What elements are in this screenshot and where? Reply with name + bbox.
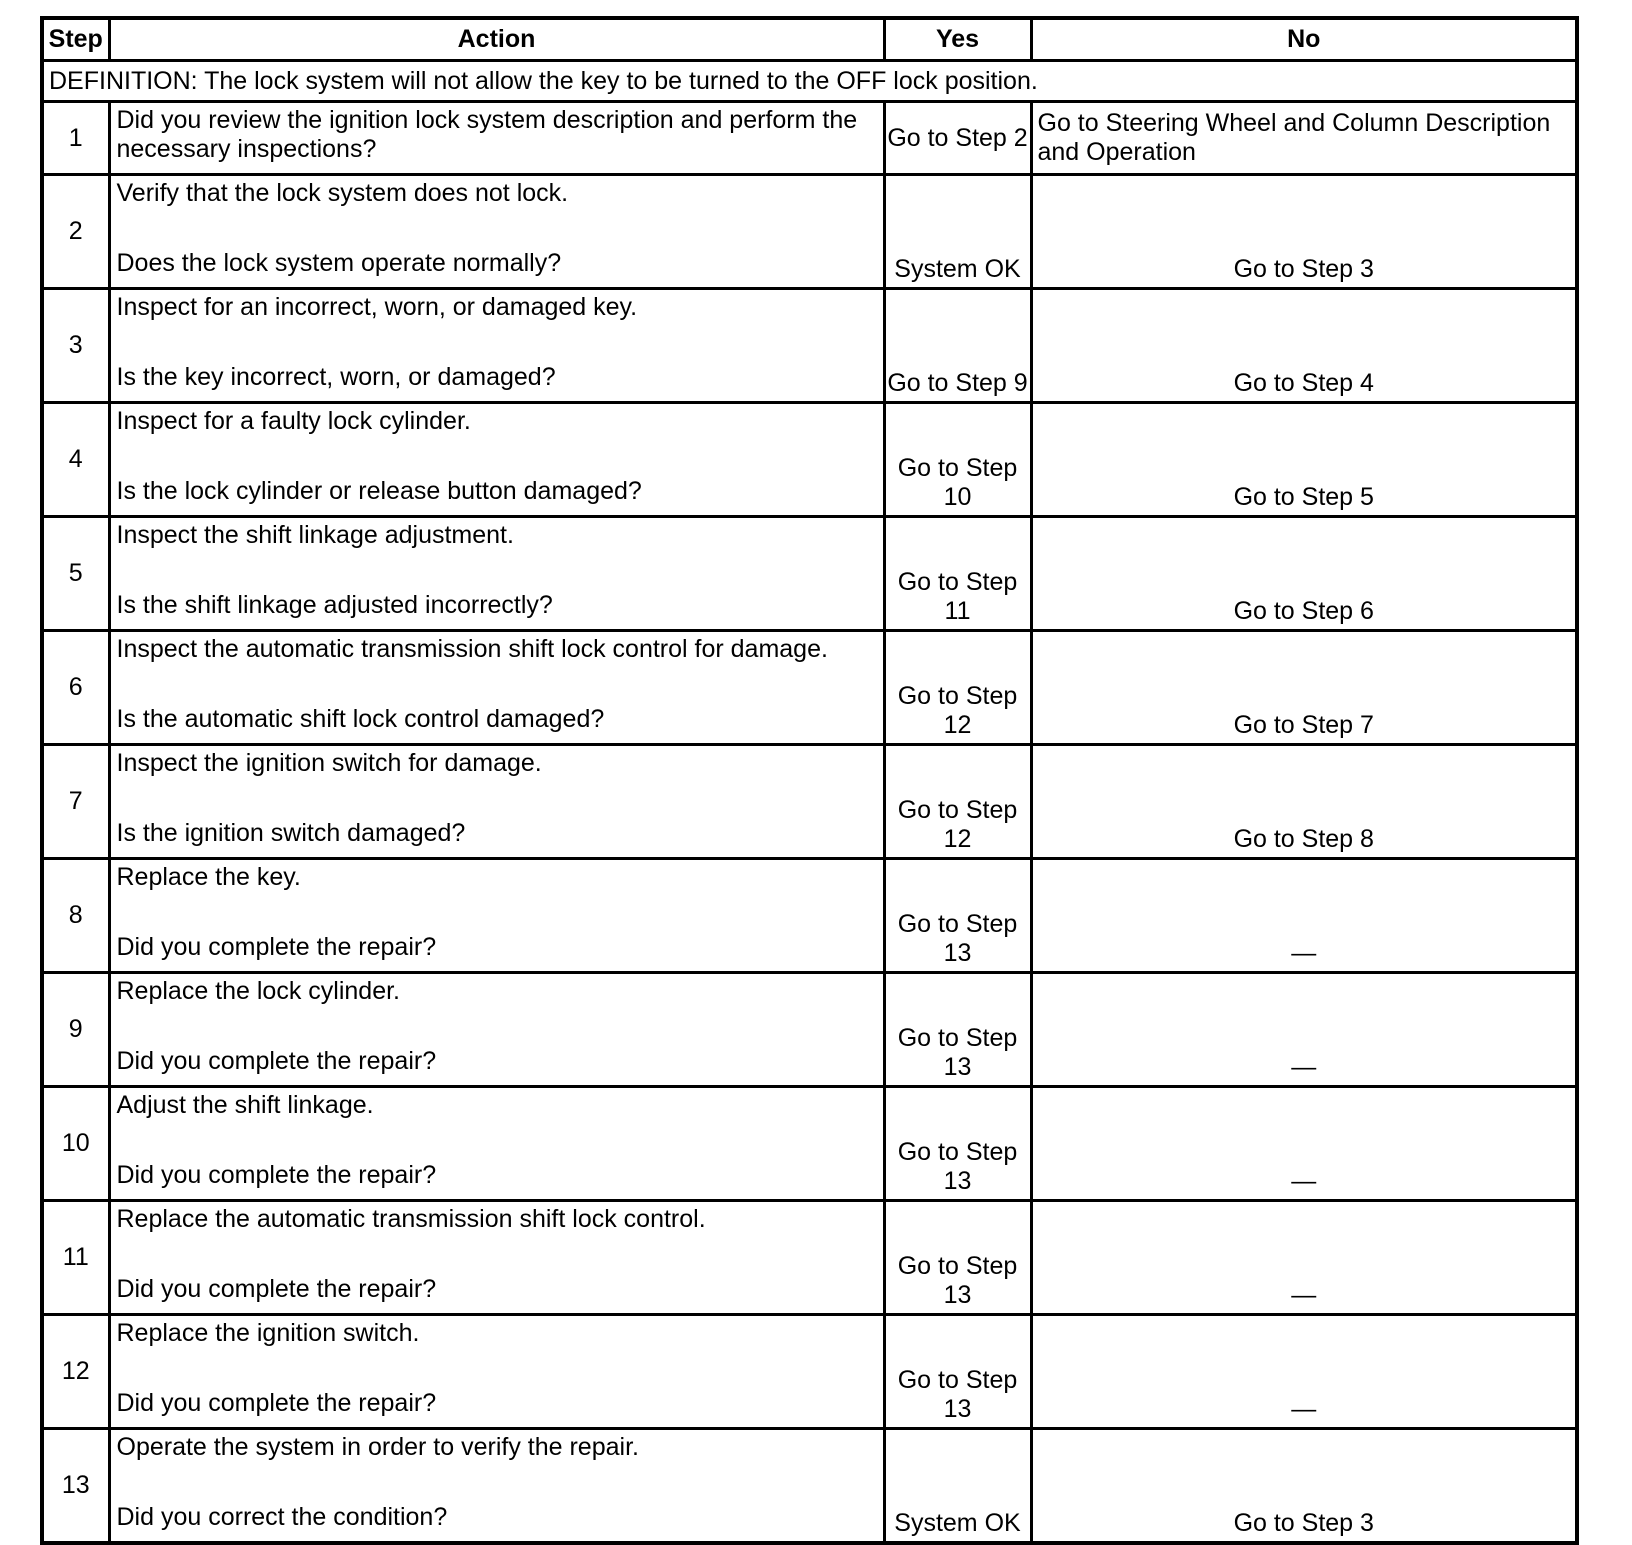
action-cell: [109, 1315, 884, 1429]
action-block: [117, 1205, 878, 1304]
no-result: —: [1031, 973, 1577, 1087]
step-number: 2: [42, 175, 109, 289]
action-instruction: Replace the ignition switch.: [116, 1319, 420, 1347]
no-result: Go to Steering Wheel and Column Description and Operation: [1031, 102, 1577, 175]
action-question: Is the shift linkage adjusted incorrectly?: [116, 591, 553, 619]
yes-result: Go to Step 13: [884, 859, 1031, 973]
action-block: [117, 1091, 878, 1190]
yes-result: System OK: [884, 1429, 1031, 1544]
action-question: Did you complete the repair?: [116, 1047, 437, 1075]
action-question: Is the key incorrect, worn, or damaged?: [116, 363, 556, 391]
step-number: 5: [42, 517, 109, 631]
step-number: 9: [42, 973, 109, 1087]
action-cell: [109, 175, 884, 289]
action-cell: [109, 403, 884, 517]
action-question: Did you complete the repair?: [116, 1275, 437, 1303]
action-block: [117, 407, 878, 506]
yes-result: System OK: [884, 175, 1031, 289]
header-action: Action: [109, 18, 884, 61]
no-result: —: [1031, 1315, 1577, 1429]
table-row: [42, 289, 1577, 403]
step-number: 1: [42, 102, 109, 175]
action-cell: [109, 745, 884, 859]
action-block: [117, 521, 878, 620]
action-instruction: Inspect for a faulty lock cylinder.: [116, 407, 471, 435]
table-row: [42, 859, 1577, 973]
action-block: [117, 863, 878, 962]
action-block: [117, 1433, 878, 1532]
action-text: Did you review the ignition lock system description and perform the necessary inspections?: [116, 106, 858, 163]
action-cell: [109, 517, 884, 631]
no-result: —: [1031, 859, 1577, 973]
yes-result: Go to Step 12: [884, 745, 1031, 859]
header-yes: Yes: [884, 18, 1031, 61]
yes-result: Go to Step 2: [884, 102, 1031, 175]
yes-result: Go to Step 13: [884, 1315, 1031, 1429]
no-result: Go to Step 3: [1031, 175, 1577, 289]
no-result: Go to Step 3: [1031, 1429, 1577, 1544]
step-number: 12: [42, 1315, 109, 1429]
step-number: 10: [42, 1087, 109, 1201]
action-block: [117, 635, 878, 734]
header-row: [42, 18, 1577, 61]
yes-result: Go to Step 9: [884, 289, 1031, 403]
step-number: 7: [42, 745, 109, 859]
action-question: Did you complete the repair?: [116, 1389, 437, 1417]
yes-result: Go to Step 13: [884, 1201, 1031, 1315]
table-row: [42, 175, 1577, 289]
step-number: 8: [42, 859, 109, 973]
table-row: [42, 973, 1577, 1087]
action-cell: [109, 1429, 884, 1544]
definition-row: [42, 61, 1577, 102]
action-cell: [109, 102, 884, 175]
action-question: Is the automatic shift lock control damaged?: [116, 705, 605, 733]
header-step: Step: [42, 18, 109, 61]
step-number: 3: [42, 289, 109, 403]
table-row: [42, 631, 1577, 745]
action-question: Does the lock system operate normally?: [116, 249, 562, 277]
table-row: [42, 1087, 1577, 1201]
action-question: Did you complete the repair?: [116, 933, 437, 961]
no-result: Go to Step 5: [1031, 403, 1577, 517]
table-row: [42, 1315, 1577, 1429]
action-cell: [109, 973, 884, 1087]
yes-result: Go to Step 13: [884, 973, 1031, 1087]
action-question: Did you complete the repair?: [116, 1161, 437, 1189]
action-cell: [109, 859, 884, 973]
action-instruction: Inspect the ignition switch for damage.: [116, 749, 542, 777]
action-cell: [109, 289, 884, 403]
table-row: [42, 517, 1577, 631]
action-block: [117, 749, 878, 848]
definition-text: DEFINITION: The lock system will not allow the key to be turned to the OFF lock position.: [42, 61, 1577, 102]
yes-result: Go to Step 13: [884, 1087, 1031, 1201]
action-block: [117, 1319, 878, 1418]
action-cell: [109, 1087, 884, 1201]
action-instruction: Replace the automatic transmission shift lock control.: [116, 1205, 706, 1233]
step-number: 4: [42, 403, 109, 517]
action-instruction: Replace the key.: [116, 863, 301, 891]
action-question: Is the ignition switch damaged?: [116, 819, 466, 847]
no-result: —: [1031, 1087, 1577, 1201]
table-row: [42, 1201, 1577, 1315]
yes-result: Go to Step 10: [884, 403, 1031, 517]
table-row: [42, 403, 1577, 517]
action-block: [117, 977, 878, 1076]
header-no: No: [1031, 18, 1577, 61]
action-question: Did you correct the condition?: [116, 1503, 448, 1531]
table-row: [42, 1429, 1577, 1544]
action-cell: [109, 1201, 884, 1315]
step-number: 11: [42, 1201, 109, 1315]
action-cell: [109, 631, 884, 745]
action-instruction: Replace the lock cylinder.: [116, 977, 400, 1005]
action-question: Is the lock cylinder or release button damaged?: [116, 477, 642, 505]
action-instruction: Inspect the automatic transmission shift lock control for damage.: [116, 635, 828, 663]
table-row: [42, 102, 1577, 175]
action-block: [117, 293, 878, 392]
step-number: 13: [42, 1429, 109, 1544]
no-result: Go to Step 6: [1031, 517, 1577, 631]
action-block: [117, 179, 878, 278]
action-instruction: Operate the system in order to verify the repair.: [116, 1433, 639, 1461]
diagnostic-table: [40, 16, 1579, 1545]
yes-result: Go to Step 11: [884, 517, 1031, 631]
step-number: 6: [42, 631, 109, 745]
action-instruction: Inspect the shift linkage adjustment.: [116, 521, 514, 549]
no-result: Go to Step 7: [1031, 631, 1577, 745]
table-row: [42, 745, 1577, 859]
action-instruction: Inspect for an incorrect, worn, or damaged key.: [116, 293, 638, 321]
no-result: —: [1031, 1201, 1577, 1315]
no-result: Go to Step 8: [1031, 745, 1577, 859]
yes-result: Go to Step 12: [884, 631, 1031, 745]
action-instruction: Adjust the shift linkage.: [116, 1091, 374, 1119]
action-instruction: Verify that the lock system does not lock.: [116, 179, 569, 207]
no-result: Go to Step 4: [1031, 289, 1577, 403]
